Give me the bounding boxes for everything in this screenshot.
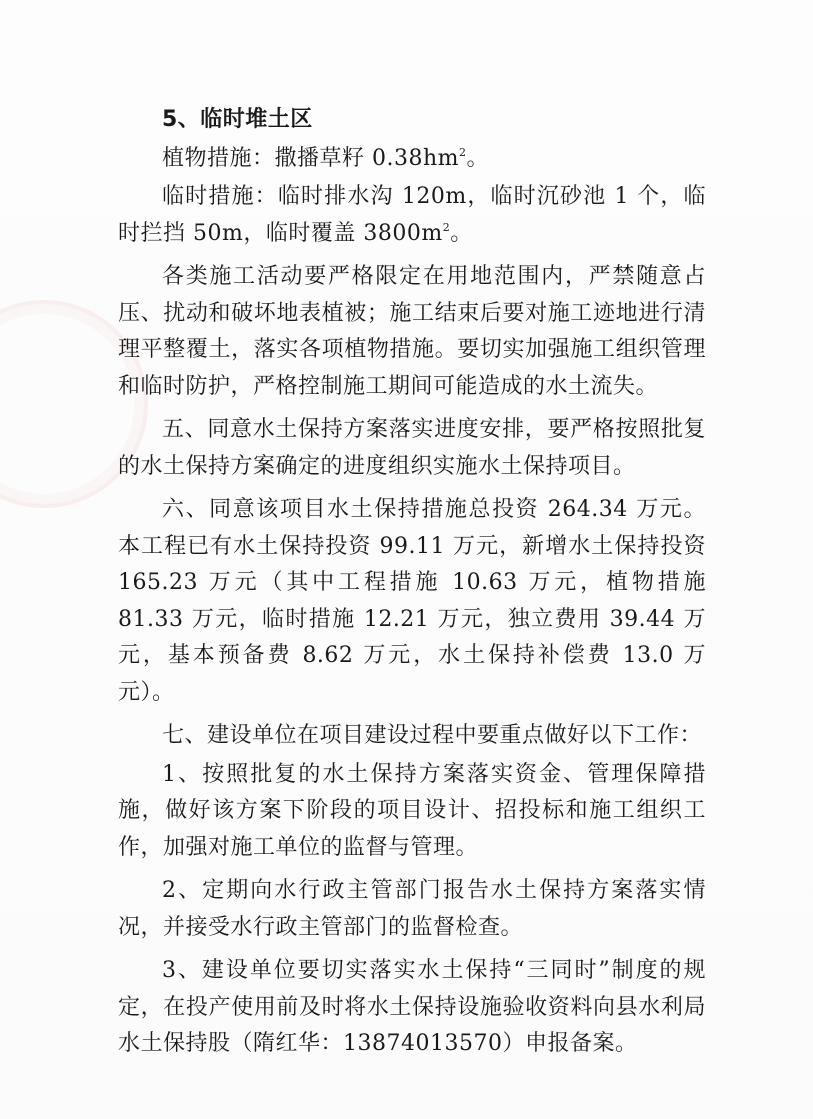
plant-measures-sup: 2 <box>459 145 467 159</box>
temp-measures-line <box>118 179 706 252</box>
plant-measures-end: 。 <box>466 145 490 171</box>
item-six-paragraph: 六、同意该项目水土保持措施总投资 264.34 万元。本工程已有水土保持投资 99.11 万元，新增水土保持投资 165.23 万元（其中工程措施 10.63 万元，植物措施 81.33 万元，临时措施 12.21 万元，独立费用 39.44 万元，基本预备费 8.62 万元，水土保持补偿费 13.0 万元）。 <box>118 497 706 705</box>
plant-measures-line <box>118 141 706 178</box>
temp-measures-text: 临时措施：临时排水沟 120m，临时沉砂池 1 个，临时拦挡 50m，临时覆盖 3800m <box>118 184 706 246</box>
temp-measures-sup: 2 <box>442 220 451 234</box>
temp-measures-end: 。 <box>450 220 473 246</box>
section-heading: 5、临时堆土区 <box>162 107 313 132</box>
sub-item-3: 3、建设单位要切实落实水土保持“三同时”制度的规定，在投产使用前及时将水土保持设施验收资料向县水利局水土保持股（隋红华：13874013570）申报备案。 <box>118 958 706 1056</box>
item-seven-paragraph: 七、建设单位在项目建设过程中要重点做好以下工作： <box>162 723 703 748</box>
sub-item-2: 2、定期向水行政主管部门报告水土保持方案落实情况，并接受水行政主管部门的监督检查。 <box>118 878 706 940</box>
construction-paragraph: 各类施工活动要严格限定在用地范围内，严禁随意占压、扰动和破坏地表植被；施工结束后要对施工迹地进行清理平整覆土，落实各项植物措施。要切实加强施工组织管理和临时防护，严格控制施工期间可能造成的水土流失。 <box>118 264 706 399</box>
plant-measures-text: 植物措施：撒播草籽 0.38hm <box>162 145 460 171</box>
item-five-paragraph: 五、同意水土保持方案落实进度安排，要严格按照批复的水土保持方案确定的进度组织实施水土保持项目。 <box>118 417 706 479</box>
document-body <box>118 102 706 1063</box>
sub-item-1: 1、按照批复的水土保持方案落实资金、管理保障措施，做好该方案下阶段的项目设计、招投标和施工组织工作，加强对施工单位的监督与管理。 <box>118 761 706 860</box>
